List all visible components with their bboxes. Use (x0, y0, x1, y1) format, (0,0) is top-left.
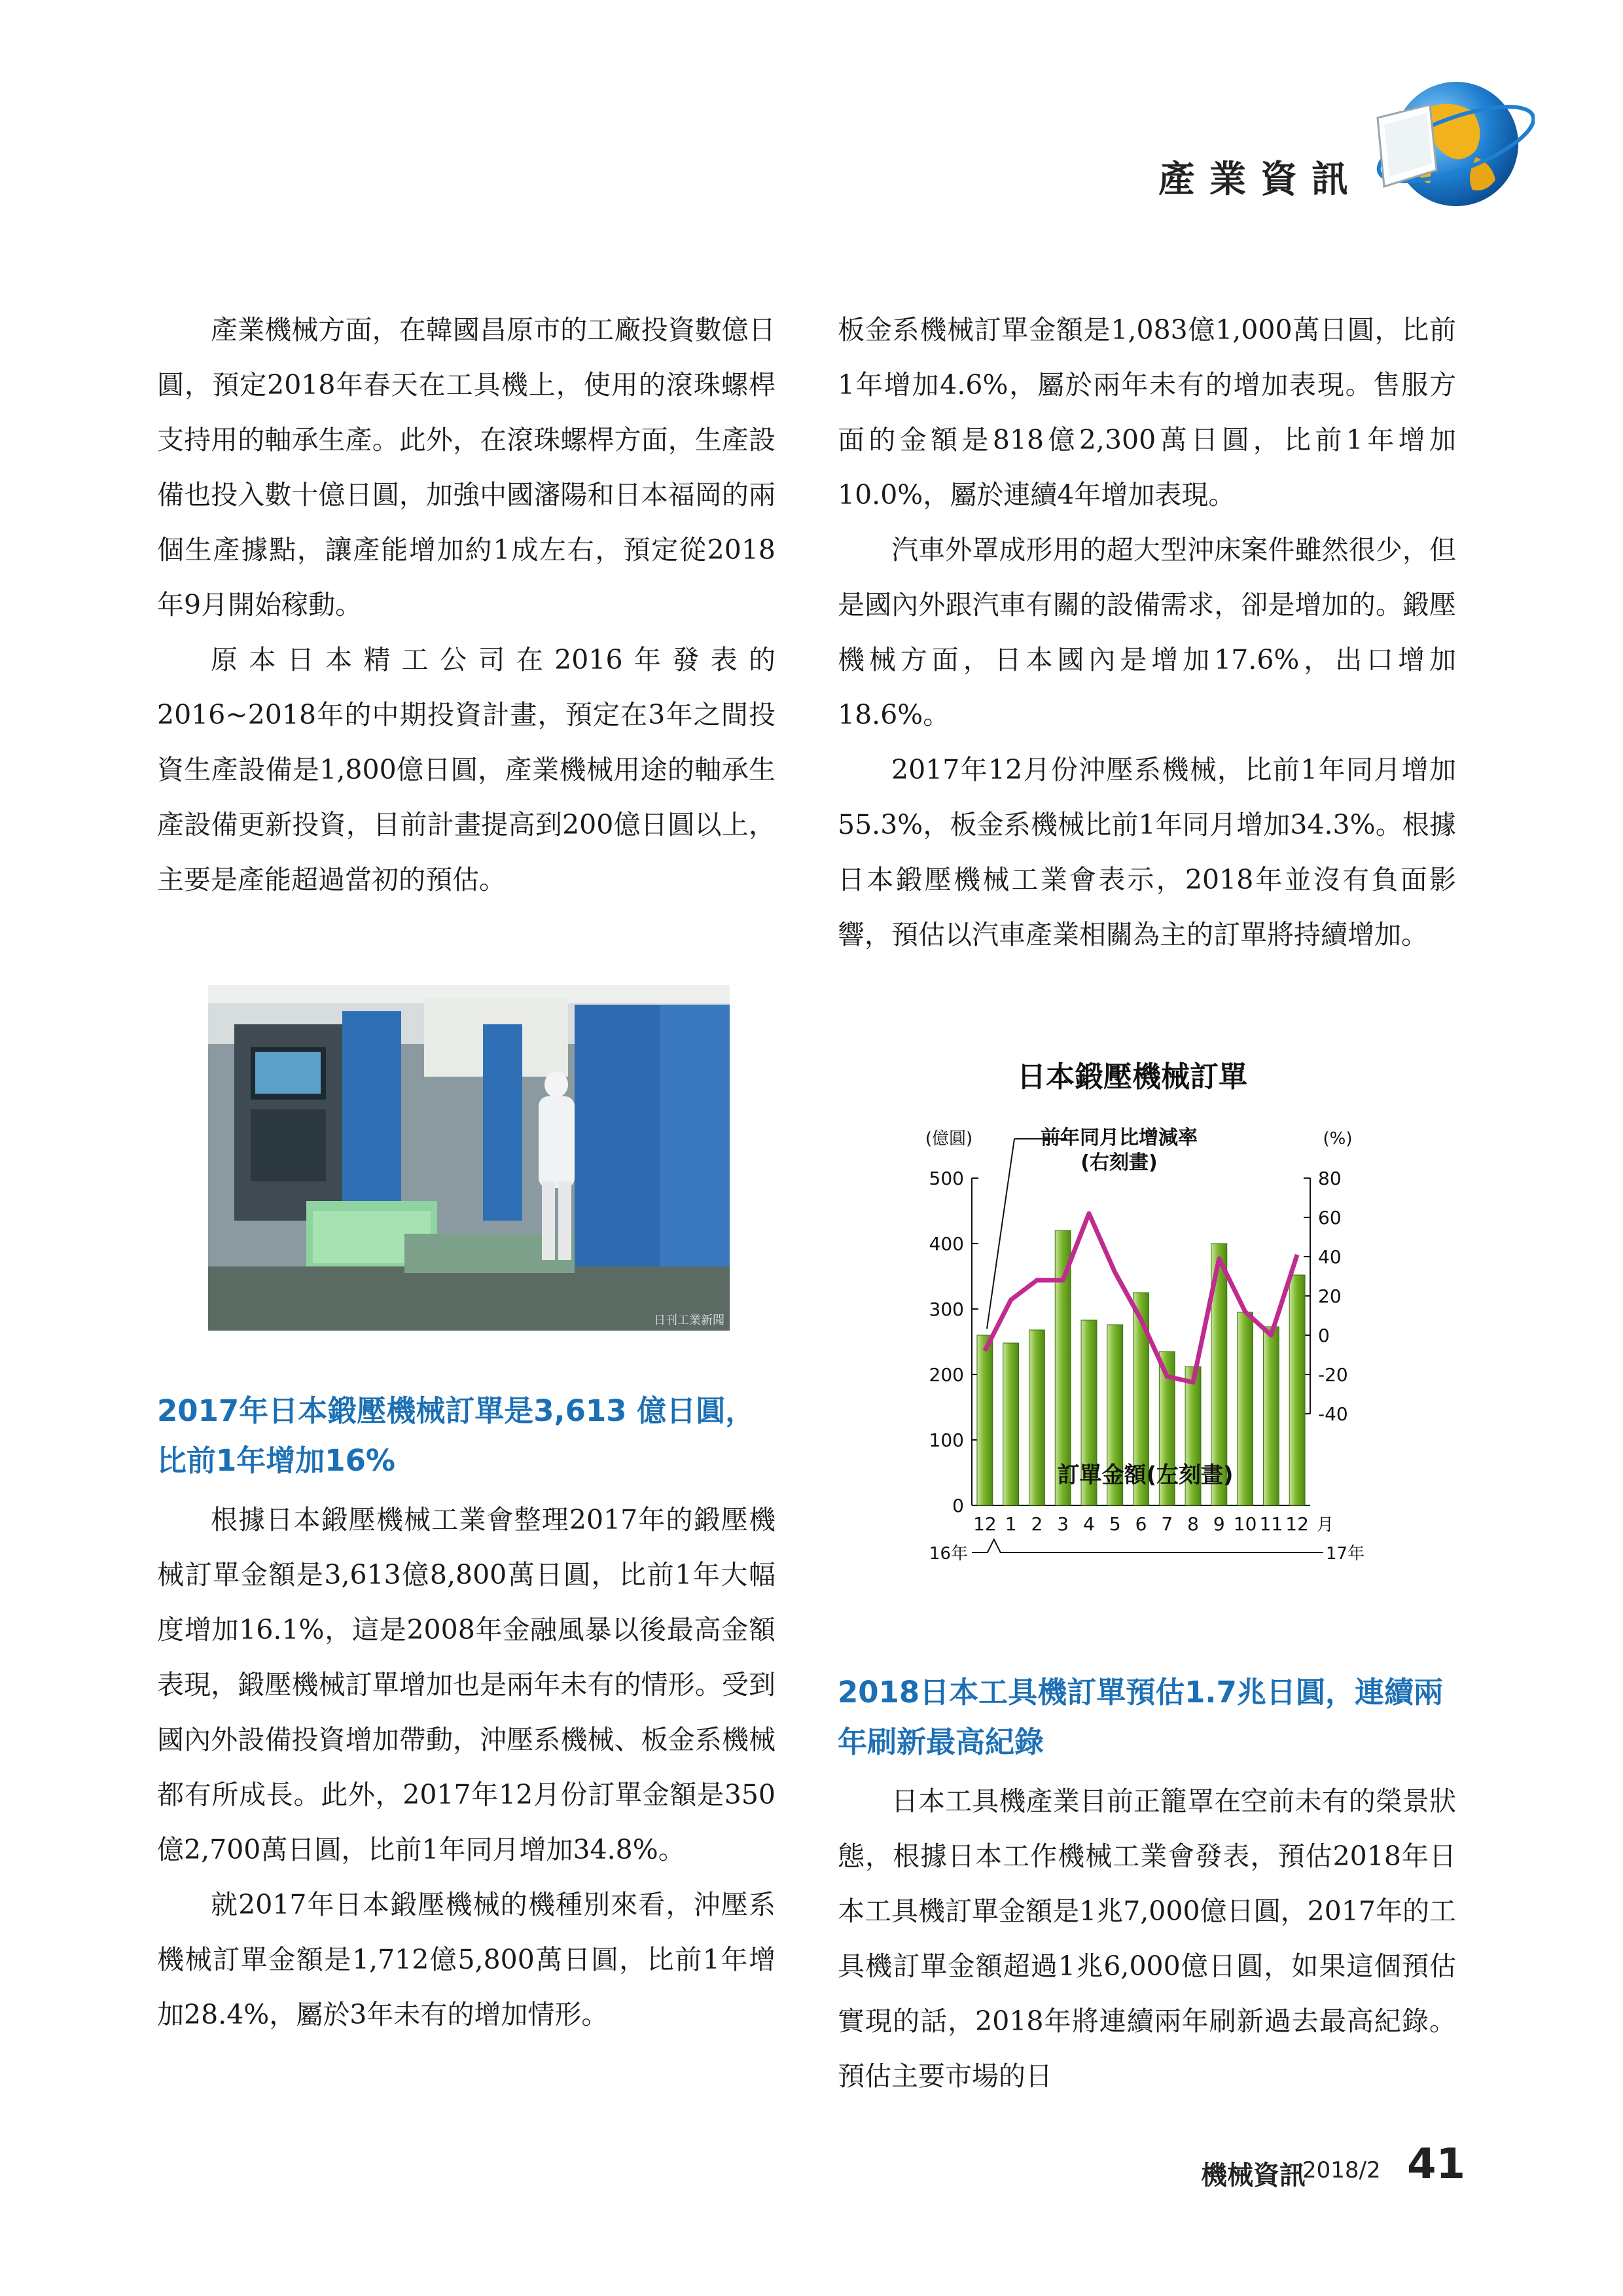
globe-logo-icon (1364, 72, 1535, 216)
line-series-label-sub: (右刻畫) (1080, 1151, 1158, 1174)
left-column-top (157, 302, 776, 907)
category-label: 3 (1057, 1513, 1069, 1535)
category-label: 6 (1135, 1513, 1147, 1535)
footer-brand: 機械資訊 (1201, 2160, 1306, 2191)
category-label: 4 (1083, 1513, 1095, 1535)
left-column-bottom (157, 1386, 776, 2042)
left-tick-label: 0 (952, 1495, 964, 1516)
left-tick-label: 200 (929, 1364, 964, 1386)
left-tick-label: 400 (929, 1233, 964, 1255)
page-number: 41 (1407, 2140, 1466, 2189)
category-label: 1 (1005, 1513, 1017, 1535)
category-label: 12 (1285, 1513, 1309, 1535)
section-title: 產業資訊 (1158, 158, 1363, 201)
forging-orders-chart (910, 1047, 1381, 1610)
left-axis-unit: (億圓) (925, 1129, 973, 1149)
paragraph: 就2017年日本鍛壓機械的機種別來看，沖壓系機械訂單金額是1,712億5,800萬日圓，比前1年增加28.4%，屬於3年未有的增加情形。 (157, 1889, 776, 2030)
category-label: 8 (1187, 1513, 1199, 1535)
right-tick-label: 20 (1318, 1285, 1342, 1307)
section-heading: 2017年日本鍛壓機械訂單是3,613 億日圓，比前1年增加16% (157, 1393, 755, 1478)
year-label: 17年 (1326, 1544, 1365, 1564)
right-tick-label: -40 (1318, 1403, 1348, 1425)
bar (1263, 1327, 1279, 1505)
right-tick-label: -20 (1318, 1364, 1348, 1386)
paragraph: 產業機械方面，在韓國昌原市的工廠投資數億日圓，預定2018年春天在工具機上，使用的滾珠螺桿支持用的軸承生產。此外，在滾珠螺桿方面，生產設備也投入數十億日圓，加強中國瀋陽和日本福岡的兩個生產據點，讓產能增加約1成左右，預定從2018年9月開始稼動。 (157, 314, 776, 620)
paragraph: 日本工具機產業目前正籠罩在空前未有的榮景狀態，根據日本工作機械工業會發表，預估2018年日本工具機訂單金額是1兆7,000億日圓，2017年的工具機訂單金額超過1兆6,000億日圓，如果這個預估實現的話，2018年將連續兩年刷新過去最高紀錄。預估主要市場的日 (838, 1785, 1456, 2092)
footer-issue: 2018/2 (1302, 2157, 1381, 2183)
category-label: 11 (1259, 1513, 1283, 1535)
left-tick-label: 100 (929, 1429, 964, 1451)
category-label: 9 (1213, 1513, 1225, 1535)
right-tick-label: 0 (1318, 1325, 1330, 1346)
year-label: 16年 (929, 1544, 968, 1564)
paragraph: 板金系機械訂單金額是1,083億1,000萬日圓，比前1年增加4.6%，屬於兩年未有的增加表現。售服方面的金額是818億2,300萬日圓，比前1年增加10.0%，屬於連續4年增加表現。 (838, 314, 1456, 511)
bar (1238, 1312, 1253, 1505)
factory-photo-image (208, 985, 730, 1331)
category-label: 5 (1109, 1513, 1121, 1535)
bar (977, 1335, 993, 1505)
plot-area (929, 1168, 1365, 1564)
left-tick-label: 500 (929, 1168, 964, 1189)
category-label: 10 (1233, 1513, 1257, 1535)
category-label: 7 (1161, 1513, 1173, 1535)
photo-credit: 日刊工業新聞 (654, 1314, 724, 1327)
bar (1029, 1330, 1044, 1505)
left-tick-label: 300 (929, 1299, 964, 1320)
right-tick-label: 60 (1318, 1207, 1342, 1229)
chart-svg (910, 1047, 1381, 1610)
chart-title: 日本鍛壓機械訂單 (1017, 1060, 1247, 1094)
month-suffix-label: 月 (1317, 1515, 1334, 1535)
year-bracket (972, 1539, 1323, 1552)
category-label: 12 (973, 1513, 997, 1535)
right-tick-label: 40 (1318, 1246, 1342, 1268)
line-series-label: 前年同月比增減率 (1041, 1126, 1198, 1149)
section-heading: 2018日本工具機訂單預估1.7兆日圓，連續兩年刷新最高紀錄 (838, 1675, 1443, 1759)
right-axis-unit: (%) (1323, 1129, 1353, 1149)
bar-series-label: 訂單金額(左刻畫) (1057, 1462, 1234, 1488)
right-tick-label: 80 (1318, 1168, 1342, 1189)
factory-photo (208, 985, 730, 1331)
paragraph: 2017年12月份沖壓系機械，比前1年同月增加55.3%，板金系機械比前1年同月增加34.3%。根據日本鍛壓機械工業會表示，2018年並沒有負面影響，預估以汽車產業相關為主的訂單將持續增加。 (838, 754, 1456, 950)
paragraph: 根據日本鍛壓機械工業會整理2017年的鍛壓機械訂單金額是3,613億8,800萬日圓，比前1年大幅度增加16.1%，這是2008年金融風暴以後最高金額表現，鍛壓機械訂單增加也是兩年未有的情形。受到國內外設備投資增加帶動，沖壓系機械、板金系機械都有所成長。此外，2017年12月份訂單金額是350億2,700萬日圓，比前1年同月增加34.8%。 (157, 1504, 776, 1865)
bar (1289, 1275, 1305, 1505)
paragraph: 原本日本精工公司在2016年發表的2016~2018年的中期投資計畫，預定在3年之間投資生產設備是1,800億日圓，產業機械用途的軸承生產設備更新投資，目前計畫提高到200億日圓以上，主要是產能超過當初的預估。 (157, 644, 776, 895)
right-column-top (838, 302, 1456, 962)
bar (1003, 1343, 1019, 1505)
right-column-bottom (838, 1668, 1456, 2104)
paragraph: 汽車外罩成形用的超大型沖床案件雖然很少，但是國內外跟汽車有關的設備需求，卻是增加的。鍛壓機械方面，日本國內是增加17.6%，出口增加18.6%。 (838, 534, 1456, 730)
category-label: 2 (1031, 1513, 1043, 1535)
